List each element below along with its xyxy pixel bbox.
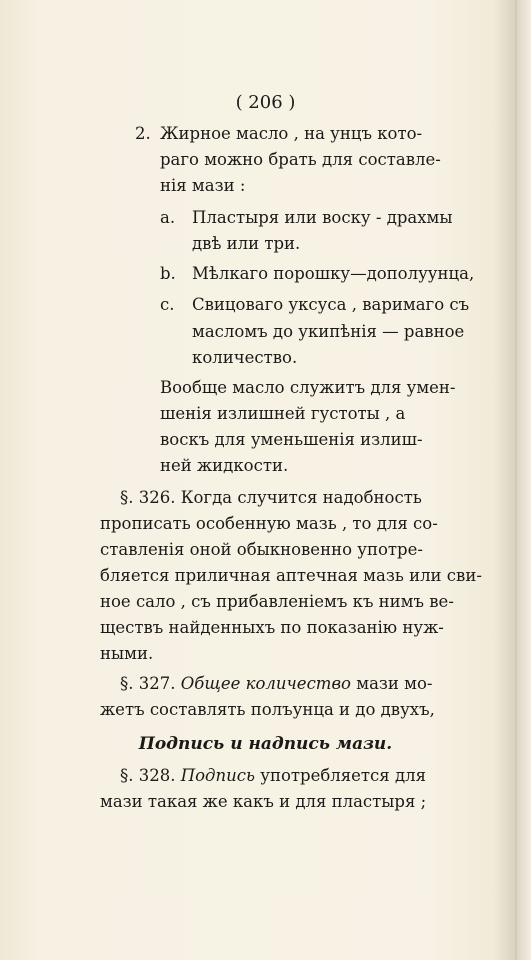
para-328-line-2: мази такая же какъ и для пластыря ; bbox=[100, 792, 427, 811]
para-326-line-3: ставленія оной обыкновенно употре- bbox=[100, 540, 423, 559]
para-327-text: §. 327. Общее количество мази мо- bbox=[120, 674, 433, 693]
sub-c-line-2: масломъ до укипѣнія — равное bbox=[192, 322, 465, 341]
para-326-line-7: ными. bbox=[100, 644, 154, 663]
note-line-3: воскъ для уменьшенія излиш- bbox=[160, 430, 423, 449]
sub-b-line-1: Мѣлкаго порошку—дополуунца, bbox=[192, 264, 475, 283]
item-2-line-3: нія мази : bbox=[160, 176, 246, 195]
sub-a-line-1: Пластыря или воску - драхмы bbox=[192, 208, 453, 227]
section-subheading: Подпись и надпись мази. bbox=[138, 734, 393, 754]
emphasis-text: Подпись bbox=[180, 766, 255, 785]
item-2-line-1: Жирное масло , на унцъ кото- bbox=[160, 124, 423, 143]
sub-c-line-3: количество. bbox=[192, 348, 298, 367]
page-number: ( 206 ) bbox=[235, 92, 296, 113]
para-326-line-5: ное сало , съ прибавленіемъ къ нимъ ве- bbox=[100, 592, 454, 611]
para-327-line-2: жетъ составлять полъунца и до двухъ, bbox=[100, 700, 435, 719]
sub-a-marker: a. bbox=[160, 208, 176, 227]
para-326-line-6: ществъ найденныхъ по показанію нуж- bbox=[100, 618, 444, 637]
sub-c-marker: c. bbox=[160, 295, 175, 314]
sub-c-line-1: Свицоваго уксуса , варимаго съ bbox=[192, 295, 470, 314]
note-line-4: ней жидкости. bbox=[160, 456, 289, 475]
item-2-line-2: раго можно брать для составле- bbox=[160, 150, 441, 169]
sub-a-line-2: двѣ или три. bbox=[192, 234, 301, 253]
para-326-line-2: прописать особенную мазь , то для со- bbox=[100, 514, 438, 533]
para-326-line-1: §. 326. Когда случится надобность bbox=[120, 488, 422, 507]
para-327-line-1 bbox=[120, 674, 433, 694]
note-line-1: Вообще масло служитъ для умен- bbox=[160, 378, 456, 397]
item-2-marker: 2. bbox=[135, 124, 151, 143]
emphasis-text: Общее количество bbox=[180, 674, 351, 693]
para-326-line-4: бляется приличная аптечная мазь или сви- bbox=[100, 566, 482, 585]
sub-b-marker: b. bbox=[160, 264, 176, 283]
para-328-line-1: §. 328. Подпись употребляется для bbox=[120, 766, 427, 785]
page-edge-shadow bbox=[515, 0, 517, 960]
note-line-2: шенія излишней густоты , а bbox=[160, 404, 406, 423]
